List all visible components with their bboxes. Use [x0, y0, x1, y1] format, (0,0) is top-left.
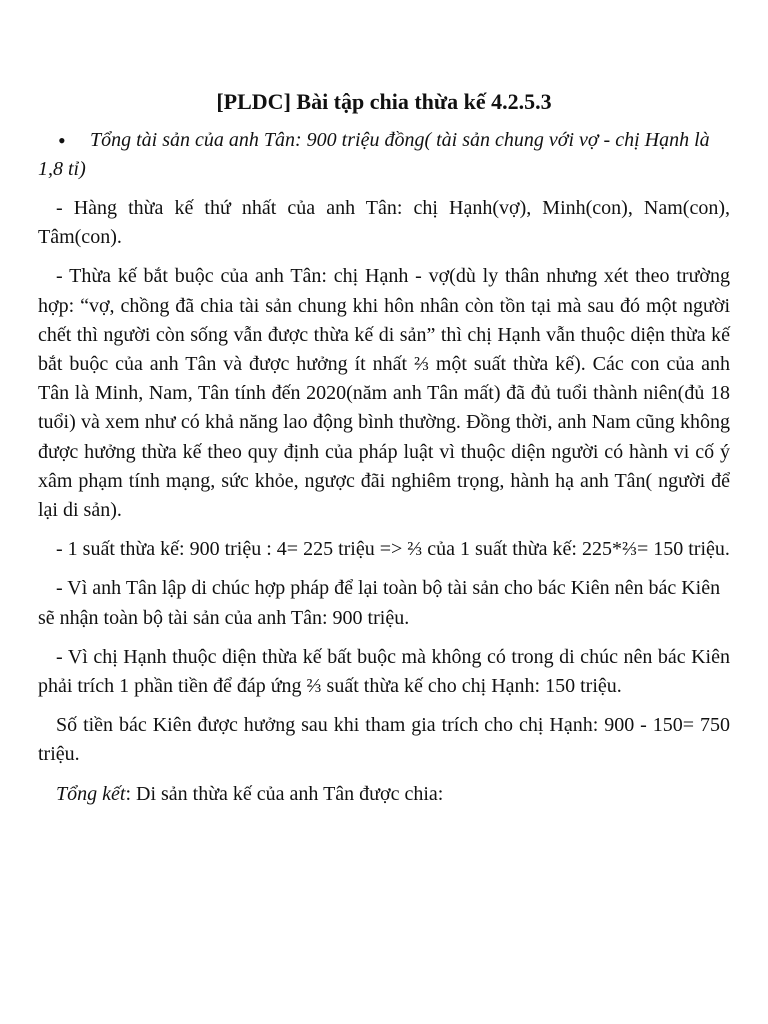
bullet-text: Tổng tài sản của anh Tân: 900 triệu đồng( tài sản chung với vợ - chị Hạnh là 1,8 tỉ) — [38, 129, 710, 180]
paragraph-will: - Vì anh Tân lập di chúc hợp pháp để lại toàn bộ tài sản cho bác Kiên nên bác Kiên sẽ nhận toàn bộ tài sản của anh Tân: 900 triệu. — [38, 577, 721, 629]
paragraph-one-share: - 1 suất thừa kế: 900 triệu : 4= 225 triệu => ⅔ của 1 suất thừa kế: 225*⅔= 150 triệu. — [56, 538, 730, 561]
paragraph-deduction: - Vì chị Hạnh thuộc diện thừa kế bất buộc mà không có trong di chúc nên bác Kiên phải trích 1 phần tiền để đáp ứng ⅔ suất thừa kế cho chị Hạnh: 150 triệu. — [38, 645, 730, 698]
document-title: [PLDC] Bài tập chia thừa kế 4.2.5.3 — [216, 89, 552, 114]
paragraph-compulsory-heir: - Thừa kế bắt buộc của anh Tân: chị Hạnh - vợ(dù ly thân nhưng xét theo trường hợp: “vợ, chồng đã chia tài sản chung khi hôn nhân còn tồn tại mà sau đó một người chết thì người còn sống vẫn được thừa kế di sản” thì chị Hạnh vẫn thuộc diện thừa kế bắt buộc của anh Tân và được hưởng ít nhất ⅔ một suất thừa kế). Các con của anh Tân là Minh, Nam, Tân tính đến 2020(năm anh Tân mất) đã đủ tuổi thành niên(đủ 18 tuổi) và xem như có khả năng lao động bình thường. Đồng thời, anh Nam cũng không được hưởng thừa kế theo quy định của pháp luật vì thuộc diện người có hành vi cố ý xâm phạm tính mạng, sức khỏe, ngược đãi nghiêm trọng, hành hạ anh Tân( người để lại di sản). — [38, 265, 730, 522]
summary-label: Tổng kết — [56, 782, 126, 805]
bullet-item-total-assets — [38, 126, 730, 184]
bullet-marker: • — [58, 128, 66, 153]
paragraph-summary — [38, 780, 730, 809]
paragraph-first-heirs: - Hàng thừa kế thứ nhất của anh Tân: chị Hạnh(vợ), Minh(con), Nam(con), Tâm(con). — [38, 197, 730, 249]
paragraph-remaining-amount: Số tiền bác Kiên được hưởng sau khi tham gia trích cho chị Hạnh: 900 - 150= 750 triệu. — [38, 714, 730, 766]
summary-text: : Di sản thừa kế của anh Tân được chia: — [125, 782, 444, 805]
